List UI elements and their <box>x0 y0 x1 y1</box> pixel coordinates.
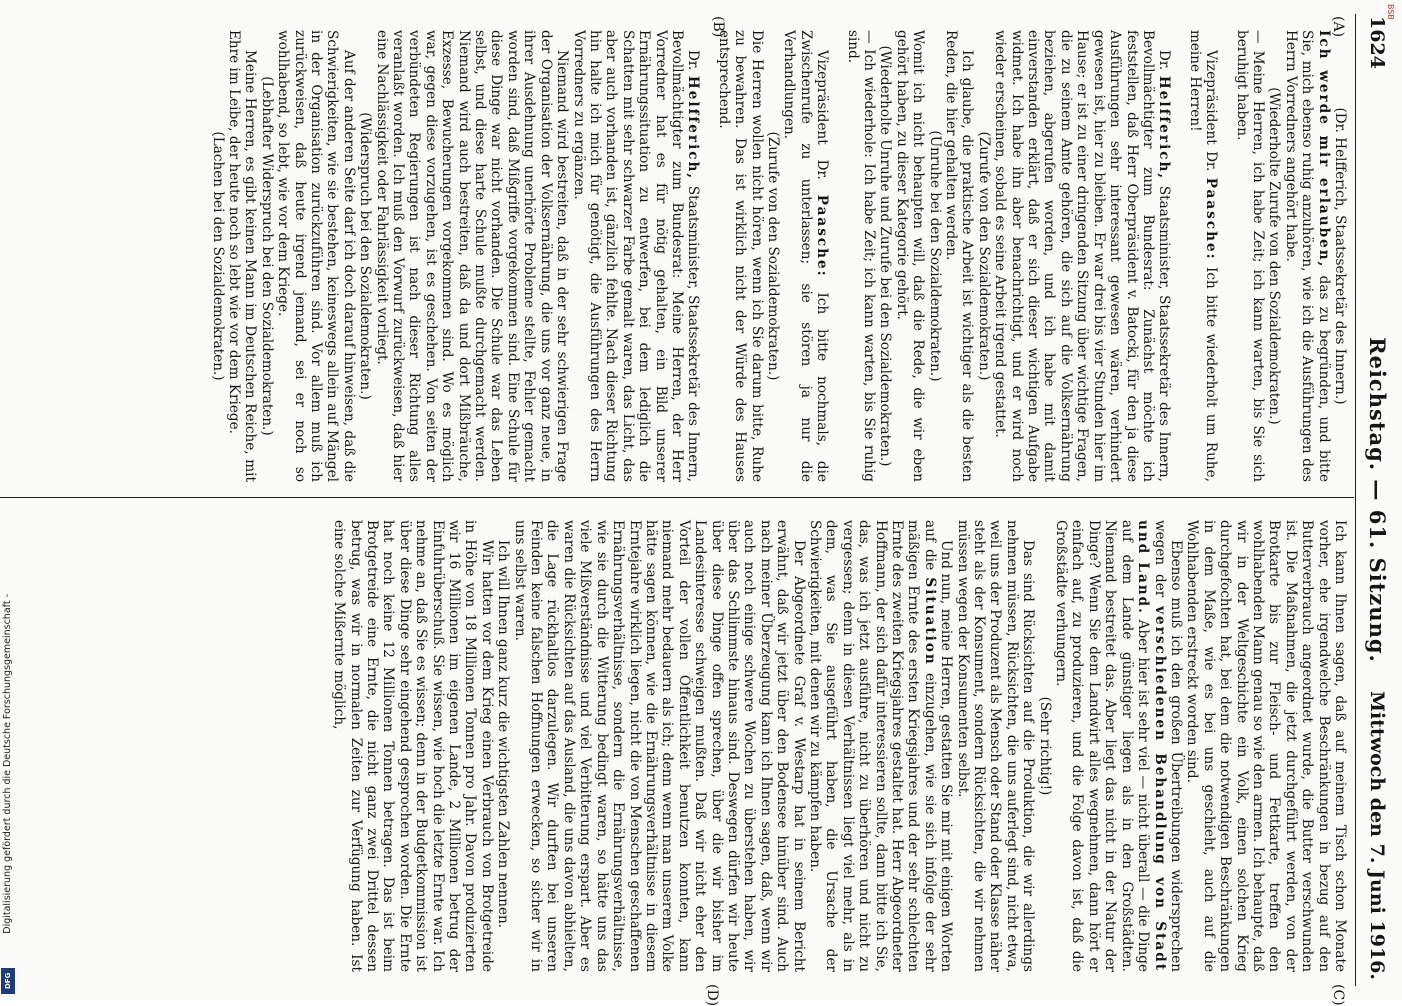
paragraph-text: (Zurufe von den Sozialdemokraten.) <box>975 131 992 381</box>
paragraph <box>1036 520 1052 972</box>
paragraph-text: Auf der anderen Seite darf ich doch darauf hinweisen, daß die Schwierigkeiten, wie sie bestehen, keineswegs allein auf Mängel in der Organisation zurückzuführen sind. Vor allem muß ich zurückweisen, daß heute irgend jemand, sei er noch so wohlhabend, so lebt, wie vor dem Kriege. <box>275 30 357 482</box>
paragraph <box>943 30 976 482</box>
paragraph-text: Ich kann Ihnen sagen, daß auf meinem Tisch schon Monate vorher, ehe irgendwelche Beschränkungen in bezug auf den Butterverbrauch angeordnet wurde, die Butter verschwunden ist. Die Maßnahmen, die jetzt durchgeführt werden, von der Brotkarte bis zur Fleisch- und Fettkarte, treffen den wohlhabenden Mann genau so wie den armen. Ich behaupte, daß wir in der Weltgeschichte ein Volk, einen solchen Krieg durchgefochten hat, bei dem die notwendigen Beschränkungen in dem Maße, wie es bei uns geschieht, auch auf die Wohlhabenden erstreckt worden sind. <box>1184 520 1348 972</box>
paragraph-lead: Und nun, meine Herren, gestatten Sie mir mit einigen Worten auf die <box>921 520 955 972</box>
margin-mark-b: (B) <box>710 16 726 38</box>
paragraph-text: Ich bitte nochmals, die Zwischenrufe zu unterlassen; sie stören ja nur die Verhandlungen. <box>781 30 831 482</box>
paragraph-text: Ich glaube, die praktische Arbeit ist wichtiger als die besten Reden, die hier gehalten werden. <box>943 30 976 482</box>
page-number: 1624 <box>1366 16 1388 69</box>
paragraph <box>1233 30 1266 482</box>
paragraph <box>226 30 259 482</box>
paragraph-text: einzugehen, wie sie sich infolge der sehr mäßigen Ernte des ersten Kriegsjahres und der sehr schlechten Ernte des zweiten Kriegsjahres gestaltet hat. Herr Abgeordneter Hoffmann, der sich dafür interessieren sollte, dann bitte ich Sie, das, was ich jetzt ausführe, nicht zu überhören und nicht zu vergessen; denn in diesen Verhältnissen liegt viel mehr, als in dem, was Sie ausgeführt haben, die Ursache der Schwierigkeiten, mit denen wir zu kämpfen haben. <box>807 520 938 972</box>
paragraph-text: das zu begründen, und bitte Sie, mich ebenso ruhig anzuhören, wie ich die Ausführungen des Herrn Vorredners angehört habe. <box>1282 30 1332 482</box>
paragraph <box>275 30 357 482</box>
footer-text: Digitalisierung gefördert durch die Deutsche Forschungsgemeinschaft - <box>2 594 13 934</box>
paragraph <box>258 30 274 482</box>
paragraph <box>1266 30 1282 482</box>
paragraph <box>357 30 373 482</box>
paragraph <box>844 30 877 482</box>
paragraph-lead: Ebenso muß ich den großen Übertreibungen widersprechen wegen der <box>1151 520 1184 972</box>
paragraph <box>1184 520 1348 972</box>
paragraph <box>877 30 893 482</box>
paragraph-text: Staatsminister, Staatssekretär des Innern, Bevollmächtigter zum Bundesrat: Meine Herren, der Herr Vorredner hat es für nötig gehalten, ein Bild unserer Ernährungssituation zu entwerfen, bei dem lediglich die Schatten mit sehr schwarzer Farbe gemalt waren, das Licht, das aber auch vorhanden ist, gänzlich fehlte. Nach dieser Richtung hin halte ich mich für genötigt, die Ausführungen des Herrn Vorredners zu ergänzen. <box>570 30 702 482</box>
paragraph-text: Aber hier ist sehr viel — nicht überall — die Dinge auf dem Lande günstiger liegen als in den Großstädten. Niemand bestreitet das. Aber liegt das nicht in der Natur der Dinge? Wenn Sie dem Landwirt alles wegnehmen, dann hört er einfach auf, zu produzieren, und die Folge davon ist, daß die Großstädte verhungern. <box>1053 520 1152 973</box>
paragraph <box>781 30 830 482</box>
paragraph-lead: Dr. <box>685 50 702 76</box>
right-text-column <box>331 520 1348 972</box>
paragraph-text: Staatsminister, Staatssekretär des Innern, Bevollmächtigter zum Bundesrat: Zunächst möchte ich feststellen, daß Herr Oberpräsident v. Batocki, für den ja diese Ausführungen sehr interessant gewesen wären, verhindert gewesen ist, hier zu bleiben. Er war drei bis vier Stunden hier im Hause; er ist zu einer dringenden Sitzung über wichtige Fragen, die zu seinem Amte gehören, die sich auf die Volksernährung beziehen, abgerufen worden, und ich habe mit damit einverstanden erklärt, daß er sich dieser wichtigen Aufgabe widmet. Ich habe ihn aber benachrichtigt, und er wird noch wieder erscheinen, sobald es seine Arbeit irgend gestattet. <box>992 30 1173 482</box>
paragraph-text: Ich bitte wiederholt um Ruhe, meine Herren! <box>1186 30 1220 482</box>
paragraph-text: — Ich wiederhole: Ich habe Zeit; ich kann warten, bis Sie ruhig sind. <box>844 30 878 482</box>
paragraph <box>495 520 511 972</box>
paragraph-text: Wir hatten vor dem Krieg einen Verbrauch von Brotgetreide in Höhe von 18 Millionen Tonnen pro Jahr. Davon produzierten wir 16 Millionen im eigenen Lande, 2 Millionen betrug der Einfuhrüberschuß. Sie wissen, wie hoch die letzte Ernte war. Ich nehme an, daß Sie es wissen; denn in der Budgetkommission ist über diese Dinge sehr eingehend gesprochen worden. Die Ernte hat noch keine 12 Millionen Tonnen betragen. Das ist beim Brotgetreide eine Ernte, die nicht ganz zwei Drittel dessen betrug, was wir in normalen Zeiten zur Verfügung haben. Ist eine solche Mißernte möglich, <box>331 520 495 972</box>
emphasized-text: Helfferich, <box>1156 75 1173 181</box>
paragraph <box>1053 520 1184 972</box>
column-divider <box>0 497 1354 498</box>
paragraph-text: (Zurufe von den Sozialdemokraten.) <box>765 131 781 381</box>
paragraph-text: Womit ich nicht behaupten will, daß die Rede, die wir eben gehört haben, zu dieser Kategorie gehört. <box>893 30 927 482</box>
paragraph <box>1332 30 1348 482</box>
dfg-logo-icon: DFG <box>1 968 15 994</box>
emphasized-text: Ich werde mir erlauben, <box>1315 30 1332 269</box>
paragraph-text: Meine Herren, es gibt keinen Mann im Deutschen Reiche, mit Ehre im Leibe, der heute noch so lebt wie vor dem Kriege. <box>226 30 259 482</box>
margin-mark-c: (C) <box>1330 984 1346 1006</box>
margin-mark-a: (A) <box>1330 16 1346 38</box>
margin-mark-d: (D) <box>704 984 720 1006</box>
header-rule <box>1355 14 1356 986</box>
emphasized-text: Situation <box>921 577 938 666</box>
paragraph-text: Ich will Ihnen ganz kurz die wichtigsten Zahlen nennen. <box>495 540 512 929</box>
paragraph-text: Die Herren wollen nicht hören, wenn ich Sie darum bitte, Ruhe zu bewahren. Das ist wirklich nicht der Würde des Hauses entsprechend. <box>715 30 765 482</box>
paragraph <box>373 30 570 482</box>
paragraph <box>893 30 926 482</box>
library-watermark: BSB <box>1386 4 1395 20</box>
paragraph-lead: Vizepräsident Dr. <box>814 50 831 195</box>
paragraph-text: (Sehr richtig!) <box>1036 696 1053 796</box>
paragraph <box>975 30 991 482</box>
paragraph <box>570 30 701 482</box>
paragraph <box>209 30 225 482</box>
paragraph <box>511 520 806 972</box>
paragraph-text: (Lachen bei den Sozialdemokraten.) <box>209 131 226 381</box>
page-date: Mittwoch den 7. Juni 1916. <box>1366 690 1388 980</box>
paragraph-text: (Unruhe bei den Sozialdemokraten.) <box>926 130 943 382</box>
paragraph-text: (Wiederholte Zurufe von den Sozialdemokraten.) <box>1266 87 1283 425</box>
paragraph <box>331 520 495 972</box>
paragraph <box>807 520 955 972</box>
paragraph <box>926 30 942 482</box>
emphasized-text: Helfferich, <box>685 75 702 181</box>
paragraph-text: (Wiederholte Unruhe und Zurufe bei den Sozialdemokraten.) <box>877 45 894 467</box>
emphasized-text: verschiedenen Behandlung von Stadt und Land. <box>1135 520 1168 972</box>
emphasized-text: Paasche: <box>814 194 831 278</box>
left-text-column <box>209 30 1348 482</box>
paragraph <box>1186 30 1219 482</box>
paragraph-text: (Dr. Helfferich, Staatssekretär des Innern.) <box>1332 107 1348 405</box>
paragraph <box>715 30 764 482</box>
emphasized-text: Paasche: <box>1203 177 1220 261</box>
paragraph <box>765 30 781 482</box>
paragraph-text: Niemand wird bestreiten, daß in der sehr schwierigen Frage der Organisation der Volksernährung, die uns vor ganz neue, in ihrer Ausdehnung unerhörte Probleme stellte, Fehler gemacht worden sind, daß Mißgriffe vorgekommen sind. Eine Schule für diese Dinge war nicht vorhanden. Die Schule war das Leben selbst, und diese harte Schule mußte durchgemacht werden. Niemand wird auch bestreiten, daß da und dort Mißbräuche, Exzesse, Bewucherungen vorgekommen sind. Wo es möglich war, gegen diese vorzugehen, ist es geschehen. Von seiten der verbündeten Regierungen ist nach dieser Richtung alles veranlaßt worden. Ich muß den Vorwurf zurückweisen, daß hier eine Nachlässigkeit oder Fahrlässigkeit vorliegt. <box>373 30 571 482</box>
paragraph <box>992 30 1172 482</box>
paragraph-lead: Vizepräsident Dr. <box>1203 50 1220 178</box>
paragraph-text: (Widerspruch bei den Sozialdemokraten.) <box>357 112 374 400</box>
paragraph <box>1282 30 1331 482</box>
paragraph-lead: Dr. <box>1156 50 1173 76</box>
paragraph-text: — Meine Herren, ich habe Zeit; ich kann warten, bis Sie sich beruhigt haben. <box>1233 30 1266 482</box>
paragraph <box>954 520 1036 972</box>
paragraph-text: Der Abgeordnete Graf v. Westarp hat in seinem Bericht erwähnt, daß wir jetzt über den Bodensee hinüber sind. Auch nach meiner Überzeugung kann ich Ihnen sagen, daß, wenn wir auch noch einige schwere Wochen zu überstehen haben, wir über das Schlimmste hinaus sind. Deswegen dürfen wir heute über diese Dinge offen sprechen, über die wir bisher im Landesinteresse schweigen mußten. Daß wir nicht eher den Vorteil der vollen Öffentlichkeit benutzen konnten, kann niemand mehr bedauern als ich; denn wenn man unserem Volke hätte sagen können, wie die Ernährungsverhältnisse in diesem Erntejahre wirklich liegen, nicht die von Menschen geschaffenen Ernährungsverhältnisse, sondern die Ernährungsverhältnisse, wie sie durch die Witterung bedingt waren, so hätte uns das viele Mißverständnisse und viel Verbitterung erspart. Aber es waren die Rücksichten auf das Ausland, die uns davon abhielten, die Lage rückhaltlos darzulegen. Wir durften bei unseren Feinden keine falschen Hoffnungen erwecken, so sicher wir in uns selbst waren. <box>511 520 807 972</box>
paragraph-text: (Lebhafter Widerspruch bei den Sozialdemokraten.) <box>258 76 275 436</box>
paragraph-text: Das sind Rücksichten auf die Produktion, die wir allerdings nehmen müssen, Rücksichten, die uns auferlegt sind, nicht etwa, weil uns der Produzent als Mensch oder Stand oder Klasse näher steht als der Konsument, sondern Rücksichten, die wir nehmen müssen wegen der Konsumenten selbst. <box>954 520 1037 972</box>
page-heading: Reichstag. — 61. Sitzung. <box>1365 337 1390 663</box>
digitization-footer <box>0 0 16 1000</box>
